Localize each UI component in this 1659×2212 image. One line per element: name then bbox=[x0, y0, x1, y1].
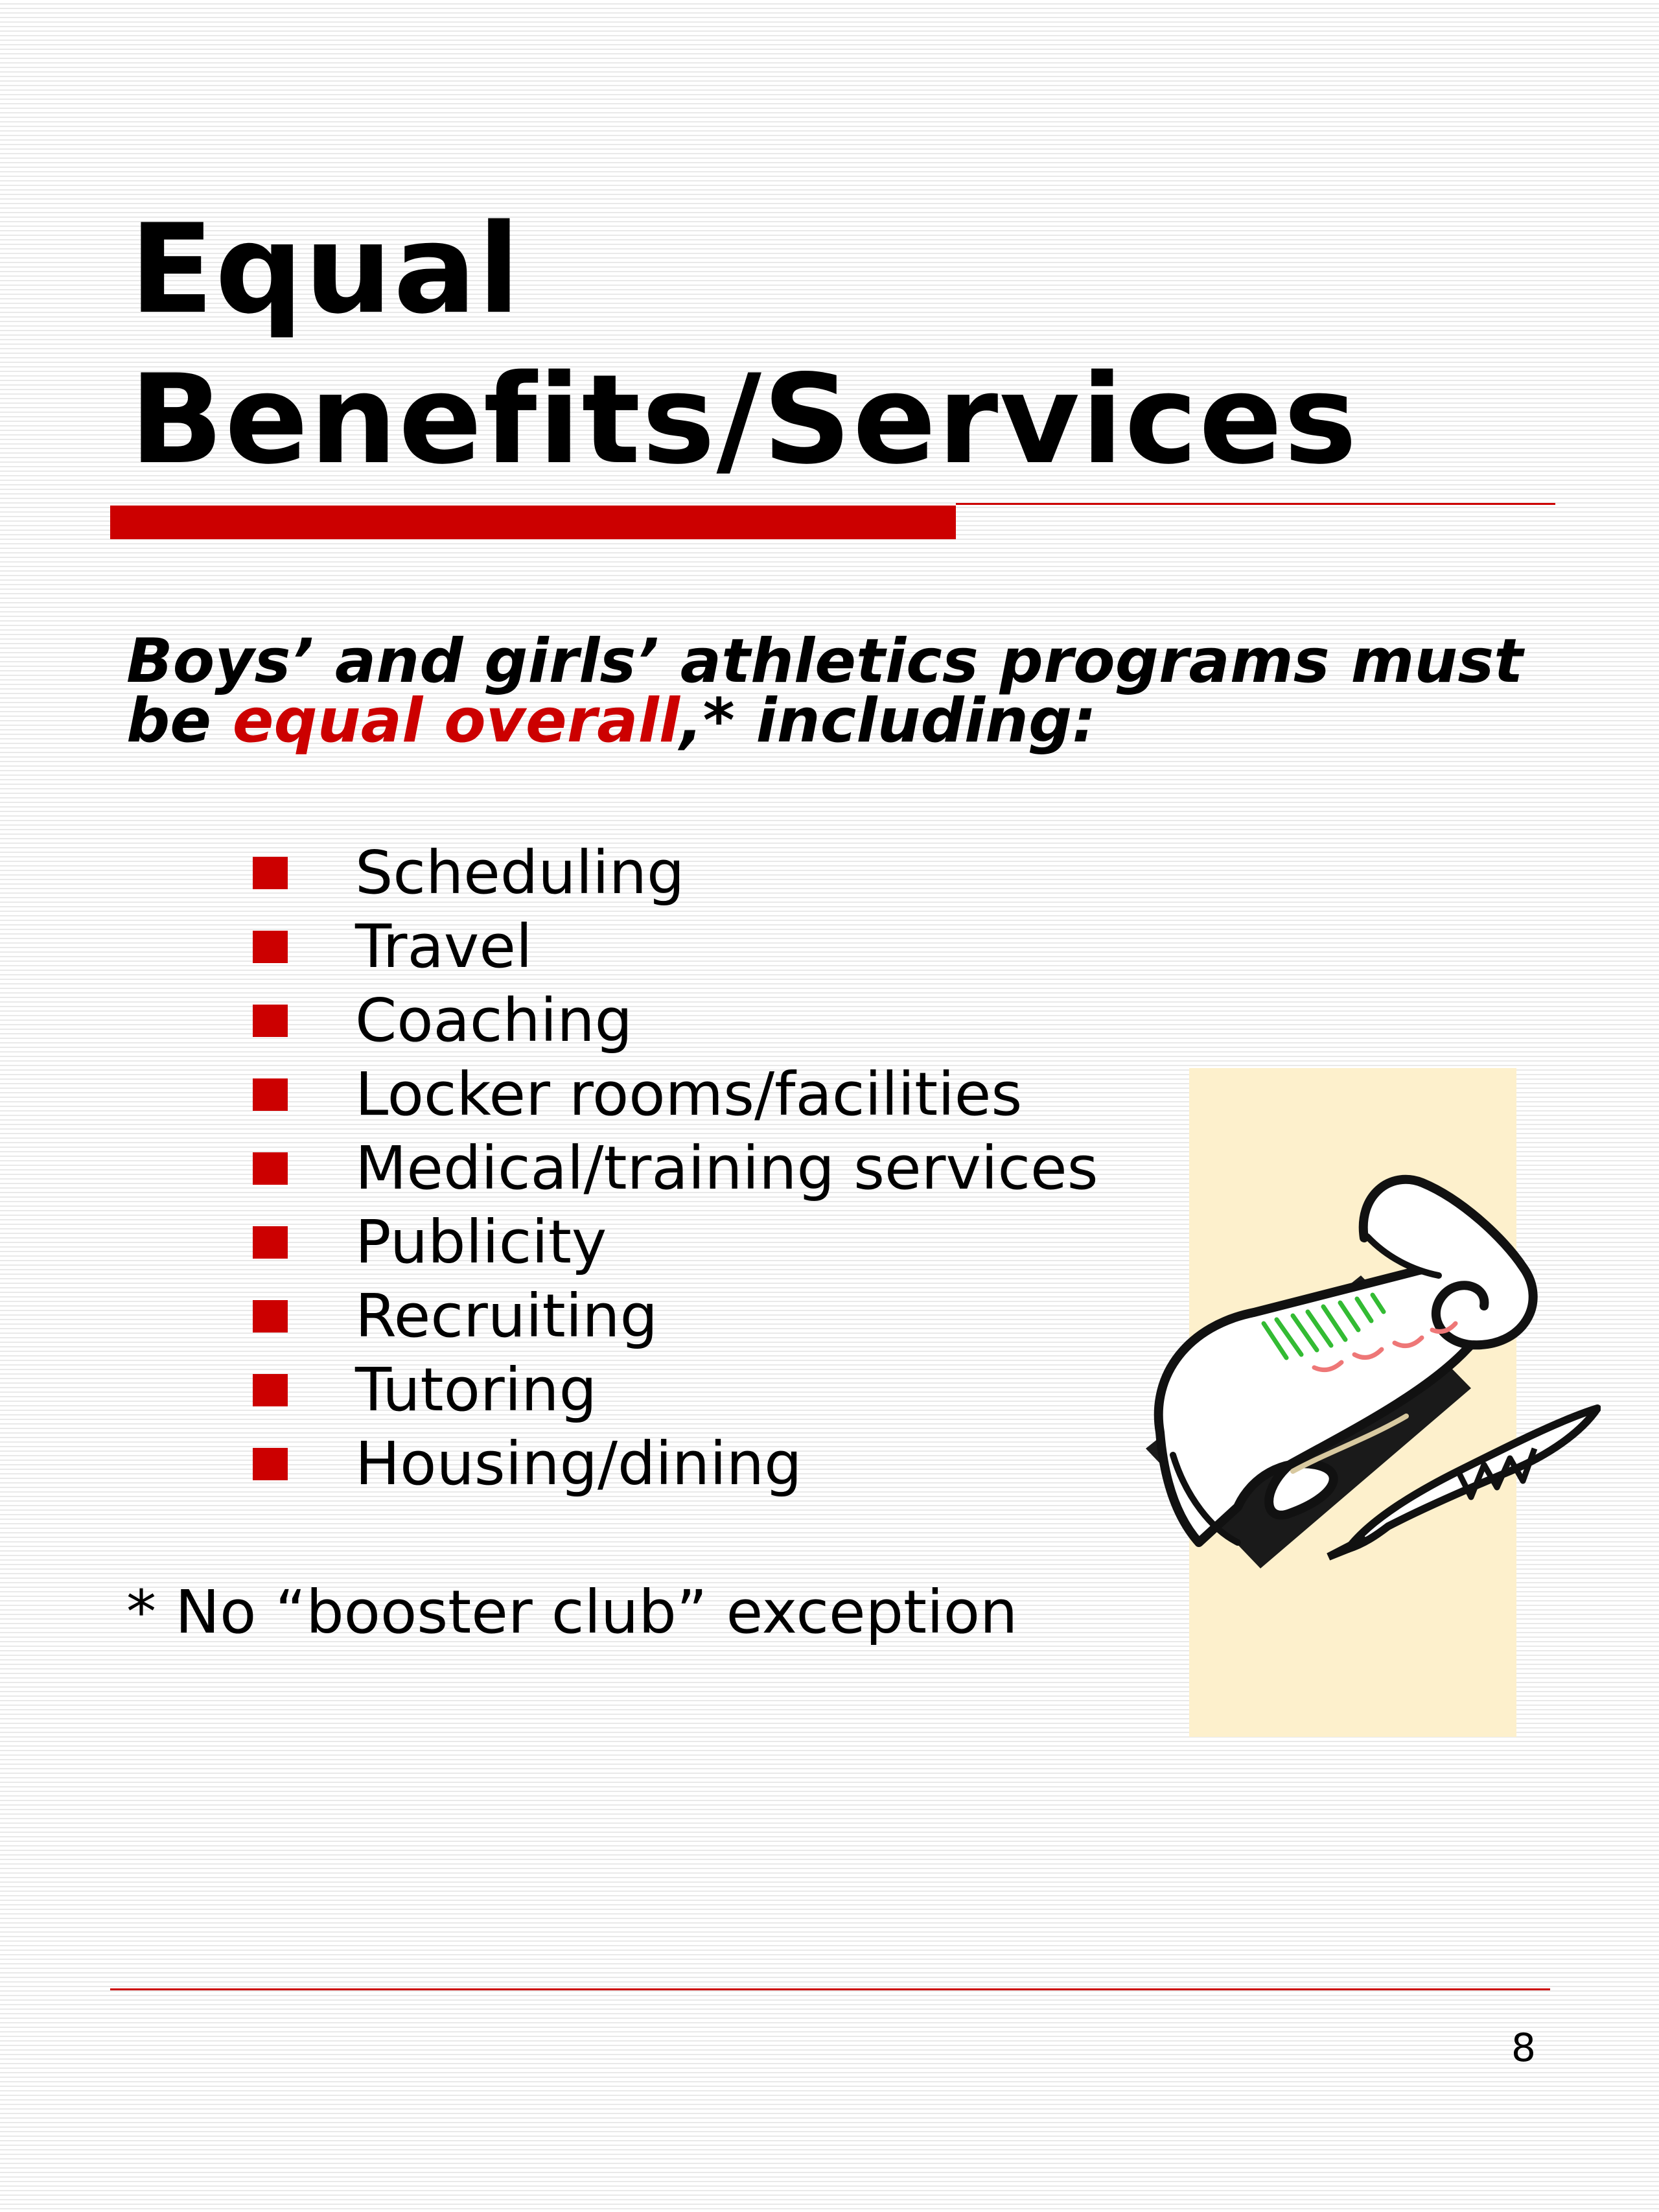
square-bullet-icon bbox=[253, 1300, 288, 1333]
slide-subtitle bbox=[126, 626, 1584, 756]
square-bullet-icon bbox=[253, 931, 288, 963]
list-item-label: Coaching bbox=[355, 986, 633, 1055]
list-item-label: Housing/dining bbox=[355, 1429, 802, 1498]
square-bullet-icon bbox=[253, 1152, 288, 1185]
list-item bbox=[253, 984, 1098, 1058]
list-item-label: Recruiting bbox=[355, 1281, 658, 1351]
page-number: 8 bbox=[1511, 2025, 1536, 2071]
subtitle-emphasis: equal overall bbox=[232, 686, 680, 756]
square-bullet-icon bbox=[253, 1448, 288, 1480]
footnote: * No “booster club” exception bbox=[126, 1578, 1018, 1647]
list-item bbox=[253, 1205, 1098, 1279]
list-item-label: Locker rooms/facilities bbox=[355, 1060, 1023, 1129]
slide-title bbox=[130, 194, 1555, 495]
list-item bbox=[253, 910, 1098, 984]
footer-rule bbox=[110, 1988, 1550, 1990]
list-item bbox=[253, 836, 1098, 910]
list-item-label: Tutoring bbox=[355, 1355, 597, 1425]
square-bullet-icon bbox=[253, 1078, 288, 1111]
subtitle-line-2 bbox=[126, 686, 1584, 756]
subtitle-line-2-start: be bbox=[126, 686, 233, 756]
list-item-label: Medical/training services bbox=[355, 1134, 1098, 1203]
square-bullet-icon bbox=[253, 857, 288, 889]
subtitle-line-2-end: ,* including: bbox=[679, 686, 1096, 756]
subtitle-line-1: Boys’ and girls’ athletics programs must bbox=[126, 626, 1524, 697]
list-item bbox=[253, 1353, 1098, 1427]
list-item-label: Scheduling bbox=[355, 838, 685, 907]
list-item bbox=[253, 1427, 1098, 1501]
square-bullet-icon bbox=[253, 1226, 288, 1259]
list-item-label: Travel bbox=[355, 912, 533, 981]
square-bullet-icon bbox=[253, 1374, 288, 1406]
list-item bbox=[253, 1279, 1098, 1353]
list-item bbox=[253, 1058, 1098, 1132]
square-bullet-icon bbox=[253, 1005, 288, 1037]
list-item-label: Publicity bbox=[355, 1207, 607, 1277]
slide-title-line-2: Benefits/Services bbox=[130, 348, 1358, 491]
slide-title-line-1: Equal bbox=[130, 198, 522, 341]
title-underline-thin bbox=[956, 503, 1555, 505]
title-underline-thick bbox=[110, 506, 956, 539]
bullet-list bbox=[253, 836, 1098, 1501]
list-item bbox=[253, 1132, 1098, 1205]
scroll-and-quill-icon bbox=[1134, 1160, 1601, 1575]
